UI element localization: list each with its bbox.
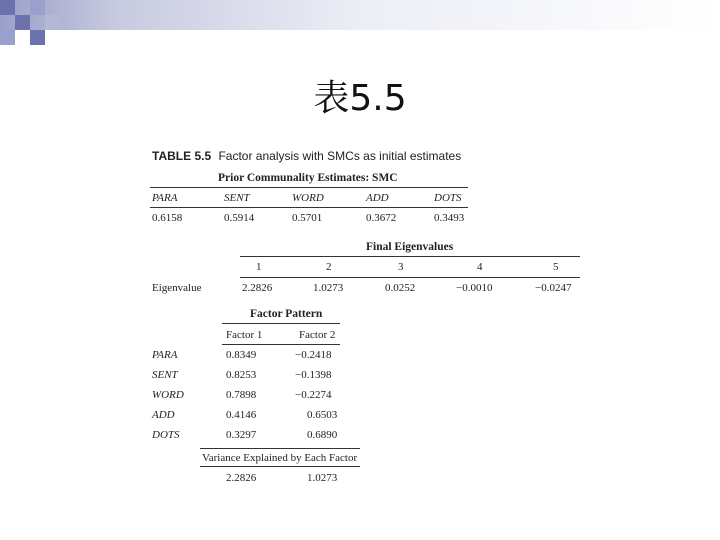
pattern-heading: Factor Pattern [250,308,323,320]
pattern-col-factor1: Factor 1 [226,329,263,341]
prior-col-add: ADD [366,192,389,204]
pattern-row-f2: 0.6503 [307,409,338,421]
slide-title: 表5.5 [313,78,407,119]
prior-val-dots: 0.3493 [434,212,465,224]
pattern-row-label: DOTS [152,429,180,441]
eigen-val-1: 2.2826 [242,282,273,294]
pattern-col-factor2: Factor 2 [299,329,336,341]
eigen-rule-top [240,256,580,257]
prior-rule-mid [150,207,468,208]
prior-val-sent: 0.5914 [224,212,255,224]
pattern-row-label: PARA [152,349,178,361]
prior-col-dots: DOTS [434,192,462,204]
variance-val-factor2: 1.0273 [307,472,338,484]
pattern-row-f1: 0.7898 [226,389,257,401]
pattern-row-f1: 0.3297 [226,429,257,441]
pattern-row-f2: −0.1398 [295,369,332,381]
pattern-row-label: SENT [152,369,178,381]
pattern-row-f2: −0.2274 [295,389,332,401]
pattern-row-f1: 0.8349 [226,349,257,361]
eigen-val-4: −0.0010 [456,282,493,294]
prior-val-add: 0.3672 [366,212,397,224]
pattern-row-f2: −0.2418 [295,349,332,361]
eigen-rule-mid [240,277,580,278]
variance-val-factor1: 2.2826 [226,472,257,484]
eigen-val-5: −0.0247 [535,282,572,294]
eigen-row-label: Eigenvalue [152,282,202,294]
prior-rule-top [150,187,468,188]
pattern-row-label: ADD [152,409,175,421]
prior-col-para: PARA [152,192,178,204]
pattern-row-f1: 0.8253 [226,369,257,381]
table-caption-text: Factor analysis with SMCs as initial estimates [218,149,462,163]
pattern-row-label: WORD [152,389,184,401]
header-gradient-band [0,0,720,30]
checker-pattern-decoration [0,0,60,45]
prior-col-word: WORD [292,192,324,204]
pattern-row-f2: 0.6890 [307,429,338,441]
pattern-rule-mid [222,344,340,345]
variance-rule-mid [200,466,360,467]
pattern-row-f1: 0.4146 [226,409,257,421]
prior-col-sent: SENT [224,192,250,204]
eigen-col-2: 2 [326,261,332,273]
eigen-val-2: 1.0273 [313,282,344,294]
prior-val-word: 0.5701 [292,212,323,224]
eigen-col-5: 5 [553,261,559,273]
eigen-col-1: 1 [256,261,262,273]
pattern-rule-top [222,323,340,324]
eigen-col-3: 3 [398,261,404,273]
eigen-heading: Final Eigenvalues [366,241,454,253]
eigen-val-3: 0.0252 [385,282,416,294]
prior-heading: Prior Communality Estimates: SMC [218,172,398,184]
variance-rule-top [200,448,360,449]
prior-val-para: 0.6158 [152,212,183,224]
table-caption-label: TABLE 5.5 [152,149,212,163]
table-caption [152,149,461,163]
eigen-col-4: 4 [477,261,483,273]
variance-heading: Variance Explained by Each Factor [202,452,358,464]
